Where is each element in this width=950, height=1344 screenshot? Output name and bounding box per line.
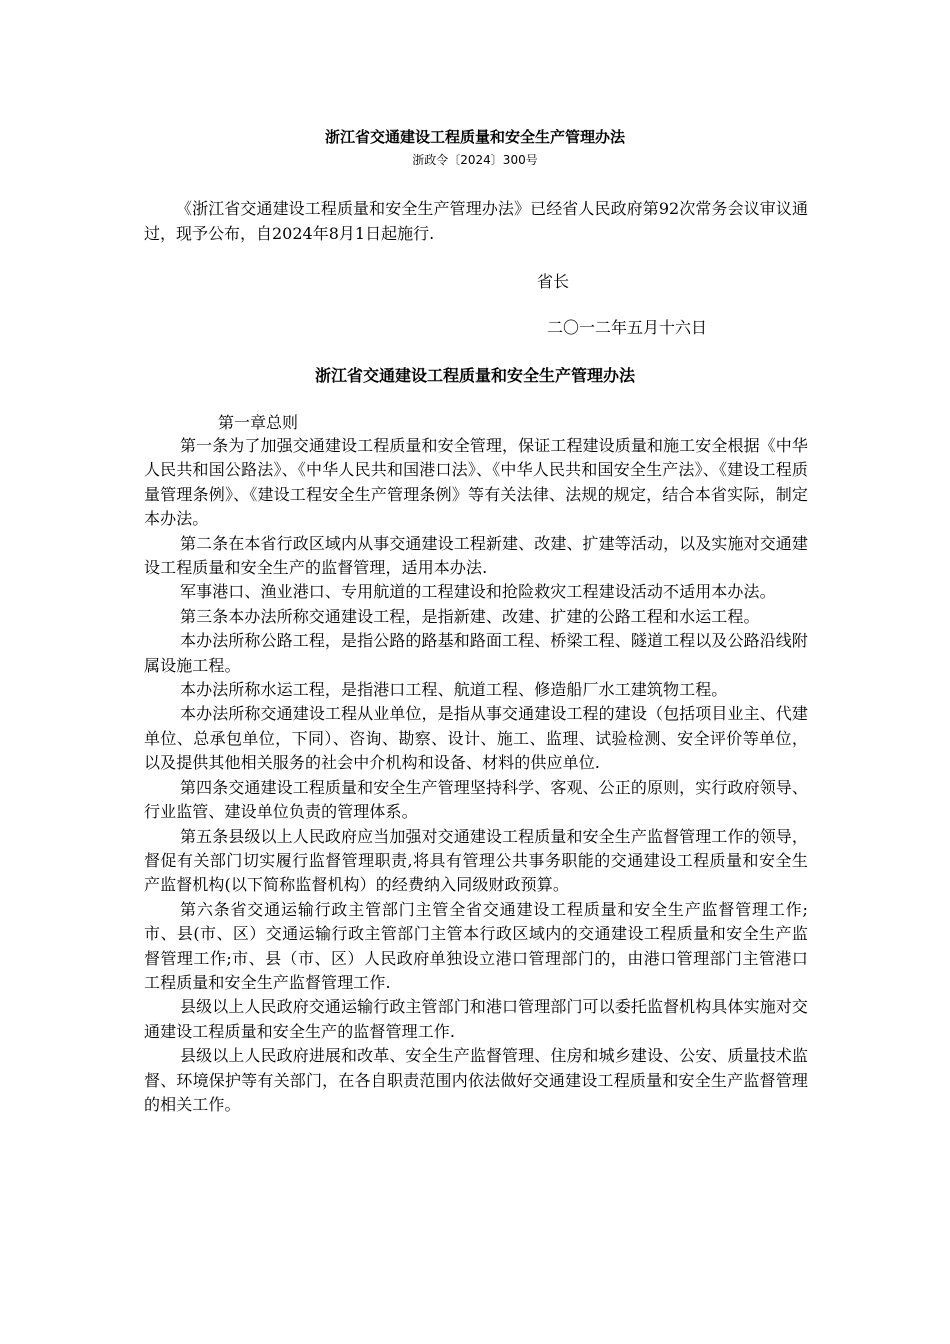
measure-title: 浙江省交通建设工程质量和安全生产管理办法 [314, 366, 635, 385]
article-2-paragraph: 第二条在本省行政区域内从事交通建设工程新建、改建、扩建等活动，以及实施对交通建设工程质量和安全生产的监督管理，适用本办法. [144, 533, 808, 578]
document-title: 浙江省交通建设工程质量和安全生产管理办法 [324, 128, 625, 146]
related-departments-paragraph: 县级以上人民政府进展和改革、安全生产监督管理、住房和城乡建设、公安、质量技术监督、环境保护等有关部门，在各自职责范围内依法做好交通建设工程质量和安全生产监督管理的相关工作。 [144, 1046, 808, 1114]
article-3-paragraph: 第三条本办法所称交通建设工程，是指新建、改建、扩建的公路工程和水运工程。 [180, 606, 760, 626]
delegation-paragraph: 县级以上人民政府交通运输行政主管部门和港口管理部门可以委托监督机构具体实施对交通建设工程质量和安全生产的监督管理工作. [144, 997, 808, 1041]
article-5-paragraph: 第五条县级以上人民政府应当加强对交通建设工程质量和安全生产监督管理工作的领导，督促有关部门切实履行监督管理职责,将具有管理公共事务职能的交通建设工程质量和安全生产监督机构(以下简称监督机构）的经费纳入同级财政预算。 [144, 826, 808, 895]
article-6-paragraph: 第六条省交通运输行政主管部门主管全省交通建设工程质量和安全生产监督管理工作;市、县(市、区）交通运输行政主管部门主管本行政区域内的交通建设工程质量和安全生产监督管理工作;市、县（市、区）人民政府单独设立港口管理部门的，由港口管理部门主管港口工程质量和安全生产监督管理工作. [144, 899, 808, 992]
water-transport-definition: 本办法所称水运工程，是指港口工程、航道工程、修造船厂水工建筑物工程。 [180, 680, 728, 700]
practitioner-units-definition: 本办法所称交通建设工程从业单位，是指从事交通建设工程的建设（包括项目业主、代建单位、总承包单位，下同）、咨询、勘察、设计、施工、监理、试验检测、安全评价等单位，以及提供其他相关服务的社会中介机构和设备、材料的供应单位. [144, 704, 808, 773]
sign-date: 二〇一二年五月十六日 [547, 318, 708, 337]
chapter-heading: 第一章总则 [218, 413, 299, 432]
decree-text: 《浙江省交通建设工程质量和安全生产管理办法》已经省人民政府第92次常务会议审议通过，现予公布，自2024年8月1日起施行. [144, 199, 808, 243]
document-number: 浙政令〔2024〕300号 [412, 153, 538, 167]
article-1-paragraph: 第一条为了加强交通建设工程质量和安全管理，保证工程建设质量和施工安全根据《中华人民共和国公路法》、《中华人民共和国港口法》、《中华人民共和国安全生产法》、《建设工程质量管理条例》、《建设工程安全生产管理条例》等有关法律、法规的规定，结合本省实际，制定本办法。 [144, 436, 808, 529]
road-engineering-definition: 本办法所称公路工程，是指公路的路基和路面工程、桥梁工程、隧道工程以及公路沿线附属设施工程。 [144, 631, 808, 675]
article-2-exception-paragraph: 军事港口、渔业港口、专用航道的工程建设和抢险救灾工程建设活动不适用本办法。 [180, 582, 776, 602]
article-4-paragraph: 第四条交通建设工程质量和安全生产管理坚持科学、客观、公正的原则，实行政府领导、行业监管、建设单位负责的管理体系。 [144, 777, 808, 822]
signer-title: 省长 [537, 272, 570, 291]
body-text [144, 434, 808, 1117]
